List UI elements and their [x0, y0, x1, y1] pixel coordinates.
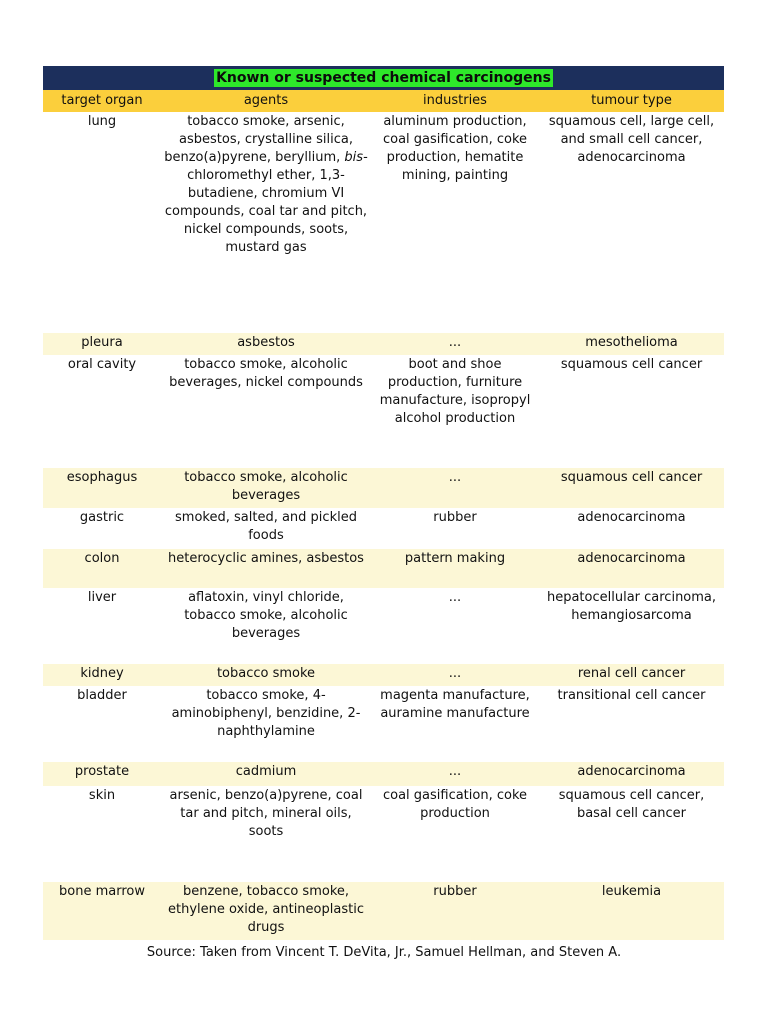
cell-tumour: adenocarcinoma — [577, 510, 686, 525]
table-row — [43, 549, 724, 588]
header-row — [43, 90, 724, 112]
table-row — [43, 333, 724, 355]
cell-industries: coal gasification, coke production — [382, 788, 528, 821]
cell-organ: colon — [84, 551, 120, 566]
cell-industries: magenta manufacture, auramine manufacture — [380, 688, 530, 721]
title-bar — [43, 66, 724, 90]
cell-industries: ... — [448, 590, 462, 605]
table-row — [43, 112, 724, 333]
cell-industries: ... — [448, 666, 462, 681]
cell-organ: skin — [88, 788, 116, 803]
cell-tumour: squamous cell cancer — [560, 357, 703, 372]
table-row — [43, 786, 724, 882]
cell-organ: bladder — [77, 688, 127, 703]
table-title: Known or suspected chemical carcinogens — [216, 70, 551, 86]
cell-agents: asbestos — [237, 335, 295, 350]
cell-tumour: squamous cell, large cell, and small cell cancer, adenocarcinoma — [548, 114, 715, 165]
cell-industries: ... — [448, 470, 462, 485]
cell-industries: aluminum production, coal gasification, coke production, hematite mining, painting — [382, 114, 528, 183]
table-row — [43, 882, 724, 940]
header-industries: industries — [423, 93, 487, 108]
agents-text-italic: bis — [344, 150, 364, 165]
cell-industries: ... — [448, 335, 462, 350]
cell-industries: ... — [448, 764, 462, 779]
header-tumour-type: tumour type — [591, 93, 672, 108]
cell-tumour: adenocarcinoma — [577, 551, 686, 566]
header-target-organ: target organ — [61, 93, 143, 108]
cell-agents: tobacco smoke, 4-aminobiphenyl, benzidine, 2-naphthylamine — [171, 688, 361, 739]
cell-organ: esophagus — [66, 470, 138, 485]
cell-tumour: squamous cell cancer — [560, 470, 703, 485]
table-row — [43, 468, 724, 508]
cell-agents: arsenic, benzo(a)pyrene, coal tar and pitch, mineral oils, soots — [169, 788, 363, 839]
table-row — [43, 686, 724, 762]
cell-industries: pattern making — [404, 551, 506, 566]
cell-organ: bone marrow — [59, 884, 145, 899]
cell-organ: oral cavity — [67, 357, 137, 372]
cell-agents: benzene, tobacco smoke, ethylene oxide, antineoplastic drugs — [168, 884, 364, 935]
cell-tumour: leukemia — [601, 884, 662, 899]
header-agents: agents — [243, 93, 289, 108]
agents-text-prefix: tobacco smoke, arsenic, asbestos, crystalline silica, benzo(a)pyrene, beryllium, — [164, 114, 353, 165]
cell-organ: kidney — [80, 666, 124, 681]
table-row — [43, 664, 724, 686]
cell-tumour: squamous cell cancer, basal cell cancer — [558, 788, 705, 821]
cell-tumour: mesothelioma — [585, 335, 678, 350]
cell-agents: aflatoxin, vinyl chloride, tobacco smoke, alcoholic beverages — [184, 590, 348, 641]
cell-industries: rubber — [433, 884, 477, 899]
cell-tumour: transitional cell cancer — [557, 688, 706, 703]
cell-tumour: hepatocellular carcinoma, hemangiosarcoma — [546, 590, 717, 623]
cell-industries: boot and shoe production, furniture manufacture, isopropyl alcohol production — [379, 357, 531, 426]
table-row — [43, 588, 724, 664]
cell-agents: tobacco smoke, alcoholic beverages — [184, 470, 348, 503]
cell-organ: prostate — [74, 764, 130, 779]
cell-organ: liver — [87, 590, 117, 605]
table-row — [43, 762, 724, 786]
cell-agents: tobacco smoke — [216, 666, 316, 681]
source-citation: Source: Taken from Vincent T. DeVita, Jr., Samuel Hellman, and Steven A. — [146, 945, 622, 960]
cell-tumour: renal cell cancer — [577, 666, 686, 681]
table-row — [43, 508, 724, 549]
cell-tumour: adenocarcinoma — [577, 764, 686, 779]
cell-organ: gastric — [79, 510, 125, 525]
cell-agents: heterocyclic amines, asbestos — [168, 551, 364, 566]
table-row — [43, 355, 724, 468]
cell-agents: cadmium — [235, 764, 297, 779]
cell-agents — [161, 113, 371, 333]
agents-text-suffix: -chloromethyl ether, 1,3-butadiene, chromium VI compounds, coal tar and pitch, nickel compounds, soots, mustard gas — [164, 150, 368, 255]
cell-organ: lung — [87, 114, 117, 129]
carcinogens-table — [43, 66, 724, 940]
cell-agents: tobacco smoke, alcoholic beverages, nickel compounds — [169, 357, 363, 390]
cell-industries: rubber — [433, 510, 477, 525]
cell-organ: pleura — [81, 335, 123, 350]
cell-agents: smoked, salted, and pickled foods — [175, 510, 357, 543]
